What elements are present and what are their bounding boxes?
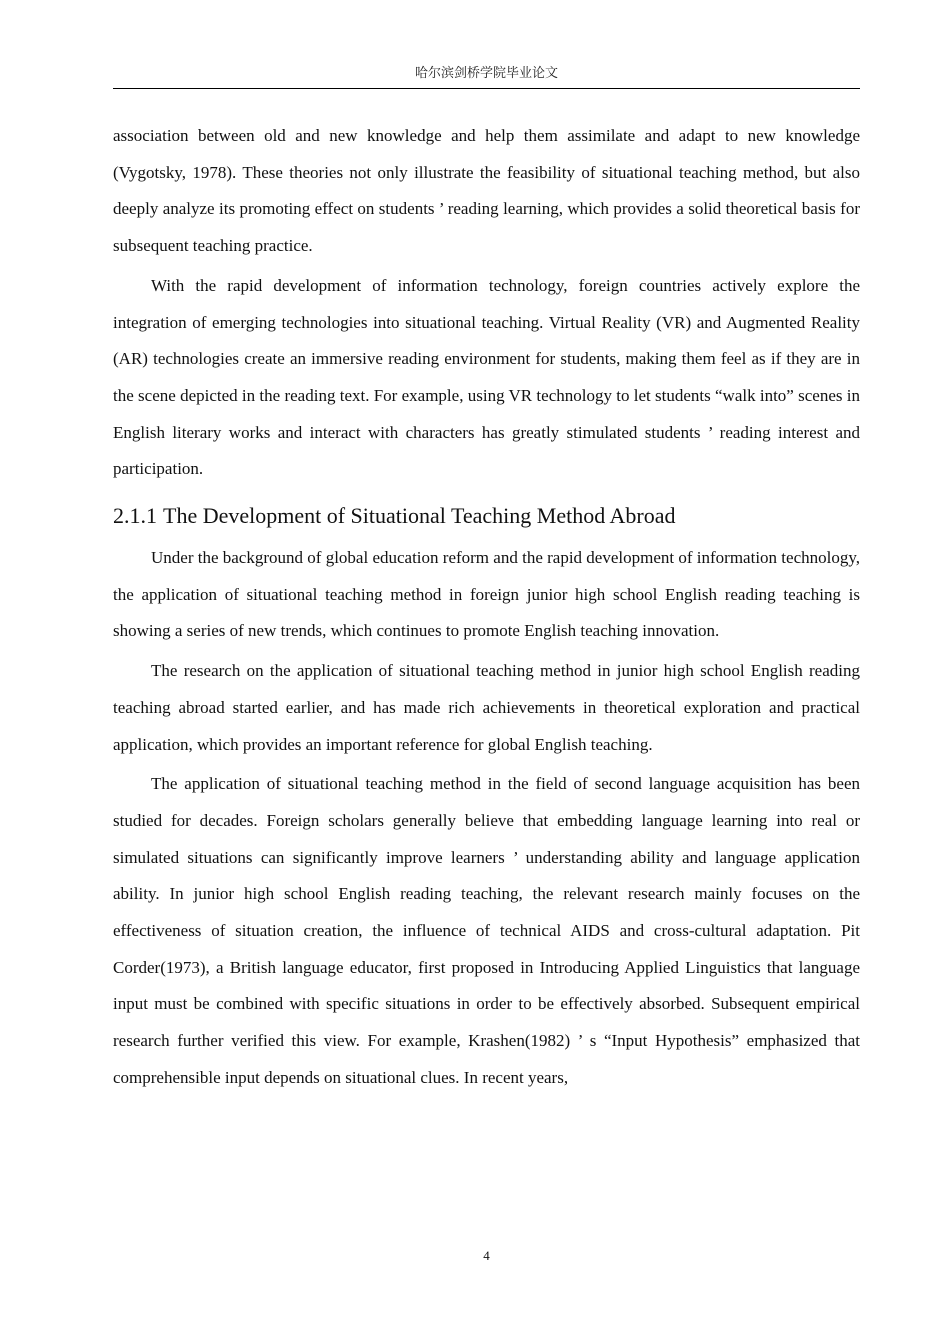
body-paragraph: Under the background of global education reform and the rapid development of information technology, the application of situational teaching method in foreign junior high school English reading teaching is showing a series of new trends, which continues to promote English teaching innovation. — [113, 548, 860, 641]
body-paragraph: With the rapid development of information technology, foreign countries actively explore the integration of emerging technologies into situational teaching. Virtual Reality (VR) and Augmented Reality (AR) technologies create an immersive reading environment for students, making them feel as if they are in the scene depicted in the reading text. For example, using VR technology to let students “walk into” scenes in English literary works and interact with characters has greatly stimulated students ’ reading interest and participation. — [113, 275, 860, 479]
page-number: 4 — [483, 1248, 490, 1263]
body-paragraph: The research on the application of situational teaching method in junior high school English reading teaching abroad started earlier, and has made rich achievements in theoretical exploration and practical application, which provides an important reference for global English teaching. — [113, 661, 860, 754]
body-paragraph: association between old and new knowledge and help them assimilate and adapt to new knowledge (Vygotsky, 1978). These theories not only illustrate the feasibility of situational teaching method, but also deeply analyze its promoting effect on students ’ reading learning, which provides a solid theoretical basis for subsequent teaching practice. — [113, 126, 860, 256]
section-title: The Development of Situational Teaching Method Abroad — [163, 503, 676, 529]
body-text — [113, 118, 860, 1100]
header-divider — [113, 88, 860, 89]
section-heading — [113, 497, 860, 535]
section-number: 2.1.1 — [113, 503, 157, 529]
running-header: 哈尔滨剑桥学院毕业论文 — [414, 66, 558, 81]
body-paragraph: The application of situational teaching method in the field of second language acquisition has been studied for decades. Foreign scholars generally believe that embedding language learning into real or simulated situations can significantly improve learners ’ understanding ability and language application ability. In junior high school English reading teaching, the relevant research mainly focuses on the effectiveness of situation creation, the influence of technical AIDS and cross-cultural adaptation. Pit Corder(1973), a British language educator, first proposed in Introducing Applied Linguistics that language input must be combined with specific situations in order to be effectively absorbed. Subsequent empirical research further verified this view. For example, Krashen(1982) ’ s “Input Hypothesis” emphasized that comprehensible input depends on situational clues. In recent years, — [113, 774, 860, 1087]
